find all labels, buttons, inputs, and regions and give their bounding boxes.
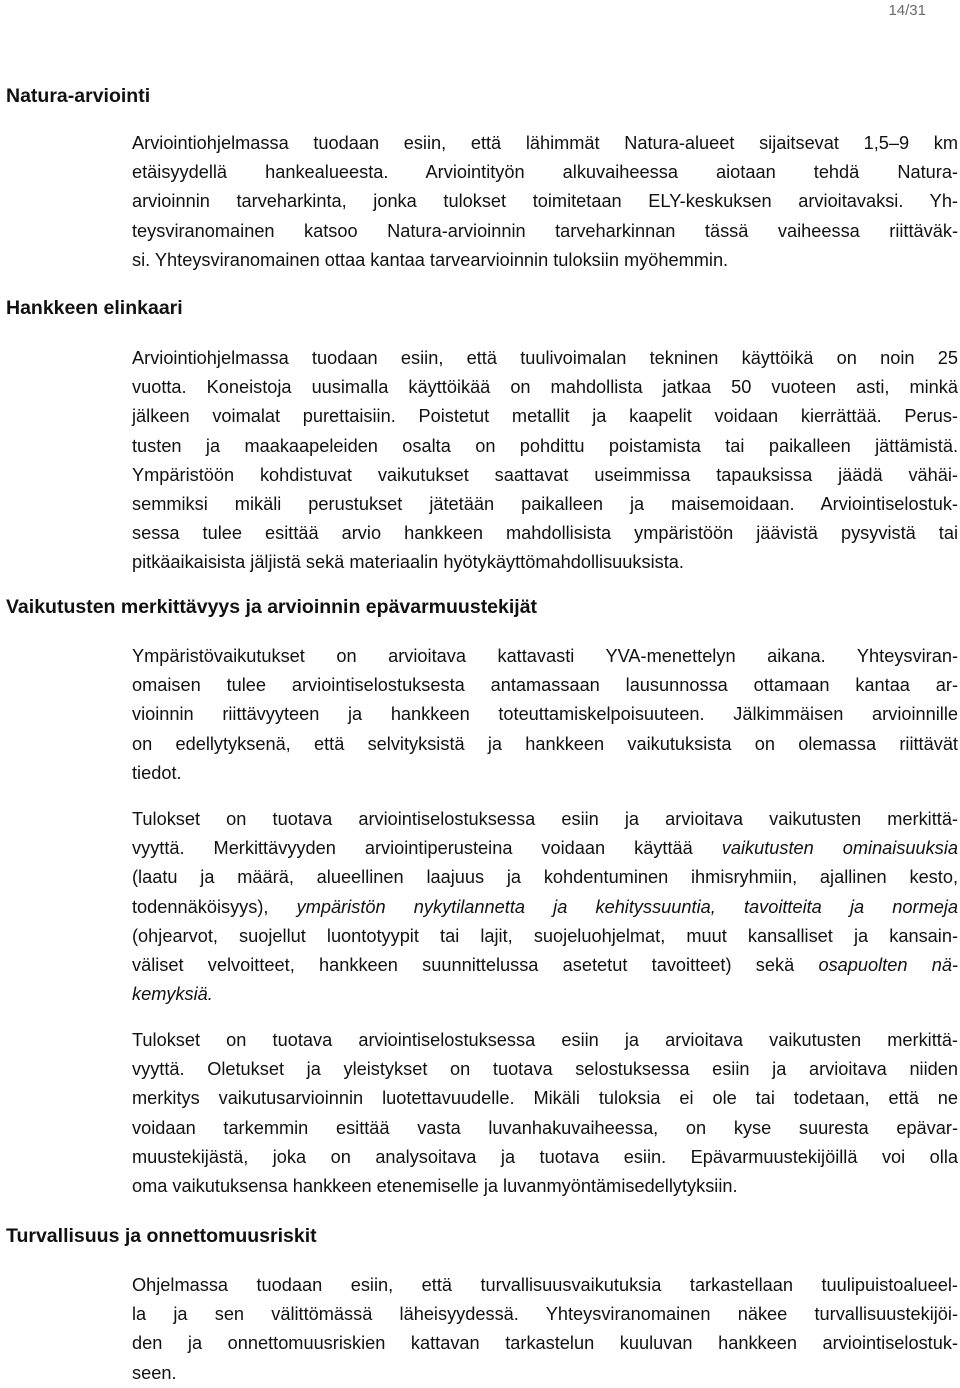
text-run: (ohjearvot, suojellut luontotyypit tai lajit, suojeluohjelmat, muut kansalliset ja kansain- (132, 925, 958, 946)
text-line (132, 951, 958, 980)
text-run: omaisen tulee arviointiselostuksesta antamassaan lausunnossa ottamaan kantaa ar- (132, 675, 958, 696)
italic-text: kemyksiä. (132, 984, 213, 1005)
text-run: semmiksi mikäli perustukset jätetään paikalleen ja maisemoidaan. Arviointiselostuk- (132, 493, 958, 514)
heading-hankkeen-elinkaari: Hankkeen elinkaari (6, 297, 183, 319)
text-run: vyyttä. Merkittävyyden arviointiperusteina voidaan käyttää (132, 838, 722, 859)
text-run: tiedot. (132, 762, 182, 783)
heading-vaikutusten-merkittavyys: Vaikutusten merkittävyys ja arvioinnin epävarmuustekijät (6, 596, 538, 618)
italic-text: osapuolten nä- (818, 954, 958, 975)
text-run: tusten ja maakaapeleiden osalta on pohdittu poistamista tai paikalleen jättämistä. (132, 435, 958, 456)
text-line (132, 461, 958, 490)
text-line (132, 980, 958, 1009)
text-run: seen. (132, 1362, 177, 1383)
text-run: Tulokset on tuotava arviointiselostuksessa esiin ja arvioitava vaikutusten merkittä- (132, 1030, 958, 1050)
text-line (132, 730, 958, 759)
text-line (132, 1114, 958, 1143)
paragraph-epavarmuus (132, 1026, 958, 1201)
text-line (132, 129, 958, 158)
text-run: Ympäristöön kohdistuvat vaikutukset saattavat useimmissa tapauksissa jäädä vähäi- (132, 464, 958, 485)
text-run: teysviranomainen katsoo Natura-arvioinnin tarveharkinnan tässä vaiheessa riittäväk- (132, 220, 958, 241)
paragraph-elinkaari (132, 344, 958, 578)
text-line (132, 344, 958, 373)
text-line (132, 548, 958, 577)
text-line (132, 1084, 958, 1113)
text-line (132, 1143, 958, 1172)
text-line (132, 519, 958, 548)
text-run: todennäköisyys), (132, 896, 297, 917)
text-run: arvioinnin tarveharkinta, jonka tulokset toimitetaan ELY-keskuksen arvioitavaksi. Yh- (132, 191, 958, 212)
text-line (132, 1172, 958, 1201)
text-run: den ja onnettomuusriskien kattavan tarkastelun kuuluvan hankkeen arviointiselostuk- (132, 1333, 958, 1354)
text-run: on edellytyksenä, että selvityksistä ja hankkeen vaikutuksista on olemassa riittävät (132, 733, 958, 754)
text-line (132, 373, 958, 402)
text-run: muustekijästä, joka on analysoitava ja tuotava esiin. Epävarmuustekijöillä voi olla (132, 1146, 958, 1167)
text-run: Ohjelmassa tuodaan esiin, että turvallisuusvaikutuksia tarkastellaan tuulipuistoalueel- (132, 1275, 958, 1295)
text-run: Arviointiohjelmassa tuodaan esiin, että tuulivoimalan tekninen käyttöikä on noin 25 (132, 348, 958, 368)
text-run: vyyttä. Oletukset ja yleistykset on tuotava selostuksessa esiin ja arvioitava niiden (132, 1059, 958, 1080)
text-line (132, 158, 958, 187)
text-line (132, 1329, 958, 1358)
text-run: etäisyydellä hankealueesta. Arviointityön alkuvaiheessa aiotaan tehdä Natura- (132, 162, 958, 183)
text-line (132, 246, 958, 275)
paragraph-turvallisuus (132, 1271, 958, 1388)
text-line (132, 671, 958, 700)
text-run: oma vaikutuksensa hankkeen etenemiselle ja luvanmyöntämisedellytyksiin. (132, 1175, 738, 1196)
text-line (132, 490, 958, 519)
text-run: Tulokset on tuotava arviointiselostuksessa esiin ja arvioitava vaikutusten merkittä- (132, 809, 958, 829)
text-line (132, 893, 958, 922)
text-run: pitkäaikaisista jäljistä sekä materiaalin hyötykäyttömahdollisuuksista. (132, 552, 684, 573)
text-run: vuotta. Koneistoja uusimalla käyttöikää on mahdollista jatkaa 50 vuoteen asti, minkä (132, 377, 958, 398)
text-run: vioinnin riittävyyteen ja hankkeen toteuttamiskelpoisuuteen. Jälkimmäisen arvioinnille (132, 704, 958, 725)
italic-text: ympäristön nykytilannetta ja kehityssuuntia, tavoitteita ja normeja (296, 896, 959, 917)
italic-text: vaikutusten ominaisuuksia (721, 838, 959, 859)
page-number: 14/31 (888, 2, 926, 19)
text-run: si. Yhteysviranomainen ottaa kantaa tarvearvioinnin tuloksiin myöhemmin. (132, 249, 729, 270)
text-line (132, 759, 958, 788)
text-line (132, 642, 958, 671)
text-line (132, 922, 958, 951)
text-run: Arviointiohjelmassa tuodaan esiin, että lähimmät Natura-alueet sijaitsevat 1,5–9 km (132, 133, 958, 153)
text-line (132, 402, 958, 431)
text-line (132, 1359, 958, 1388)
text-run: (laatu ja määrä, alueellinen laajuus ja kohdentuminen ihmisryhmiin, ajallinen kesto, (132, 867, 958, 888)
text-line (132, 1026, 958, 1055)
text-line (132, 1271, 958, 1300)
text-run: jälkeen voimalat purettaisiin. Poistetut metallit ja kaapelit voidaan kierrättää. Perus- (132, 406, 958, 427)
text-line (132, 187, 958, 216)
paragraph-merkittavyys (132, 805, 958, 1009)
paragraph-vaikutukset-arvioitava (132, 642, 958, 788)
text-run: voidaan tarkemmin esittää vasta luvanhakuvaiheessa, on kyse suuresta epävar- (132, 1117, 958, 1138)
text-line (132, 217, 958, 246)
text-run: sessa tulee esittää arvio hankkeen mahdollisista ympäristöön jäävistä pysyvistä tai (132, 523, 958, 544)
text-line (132, 432, 958, 461)
text-line (132, 700, 958, 729)
text-run: väliset velvoitteet, hankkeen suunnittelussa asetetut tavoitteet) sekä (132, 954, 819, 975)
text-line (132, 834, 958, 863)
text-line (132, 1300, 958, 1329)
text-run: merkitys vaikutusarvioinnin luotettavuudelle. Mikäli tuloksia ei ole tai todetaan, että ne (132, 1088, 958, 1109)
heading-natura-arviointi: Natura-arviointi (6, 85, 151, 107)
text-run: la ja sen välittömässä läheisyydessä. Yhteysviranomainen näkee turvallisuustekijöi- (132, 1304, 958, 1325)
text-run: Ympäristövaikutukset on arvioitava kattavasti YVA-menettelyn aikana. Yhteysviran- (132, 646, 958, 666)
paragraph-natura (132, 129, 958, 275)
text-line (132, 1055, 958, 1084)
text-line (132, 863, 958, 892)
heading-turvallisuus: Turvallisuus ja onnettomuusriskit (6, 1225, 317, 1247)
text-line (132, 805, 958, 834)
